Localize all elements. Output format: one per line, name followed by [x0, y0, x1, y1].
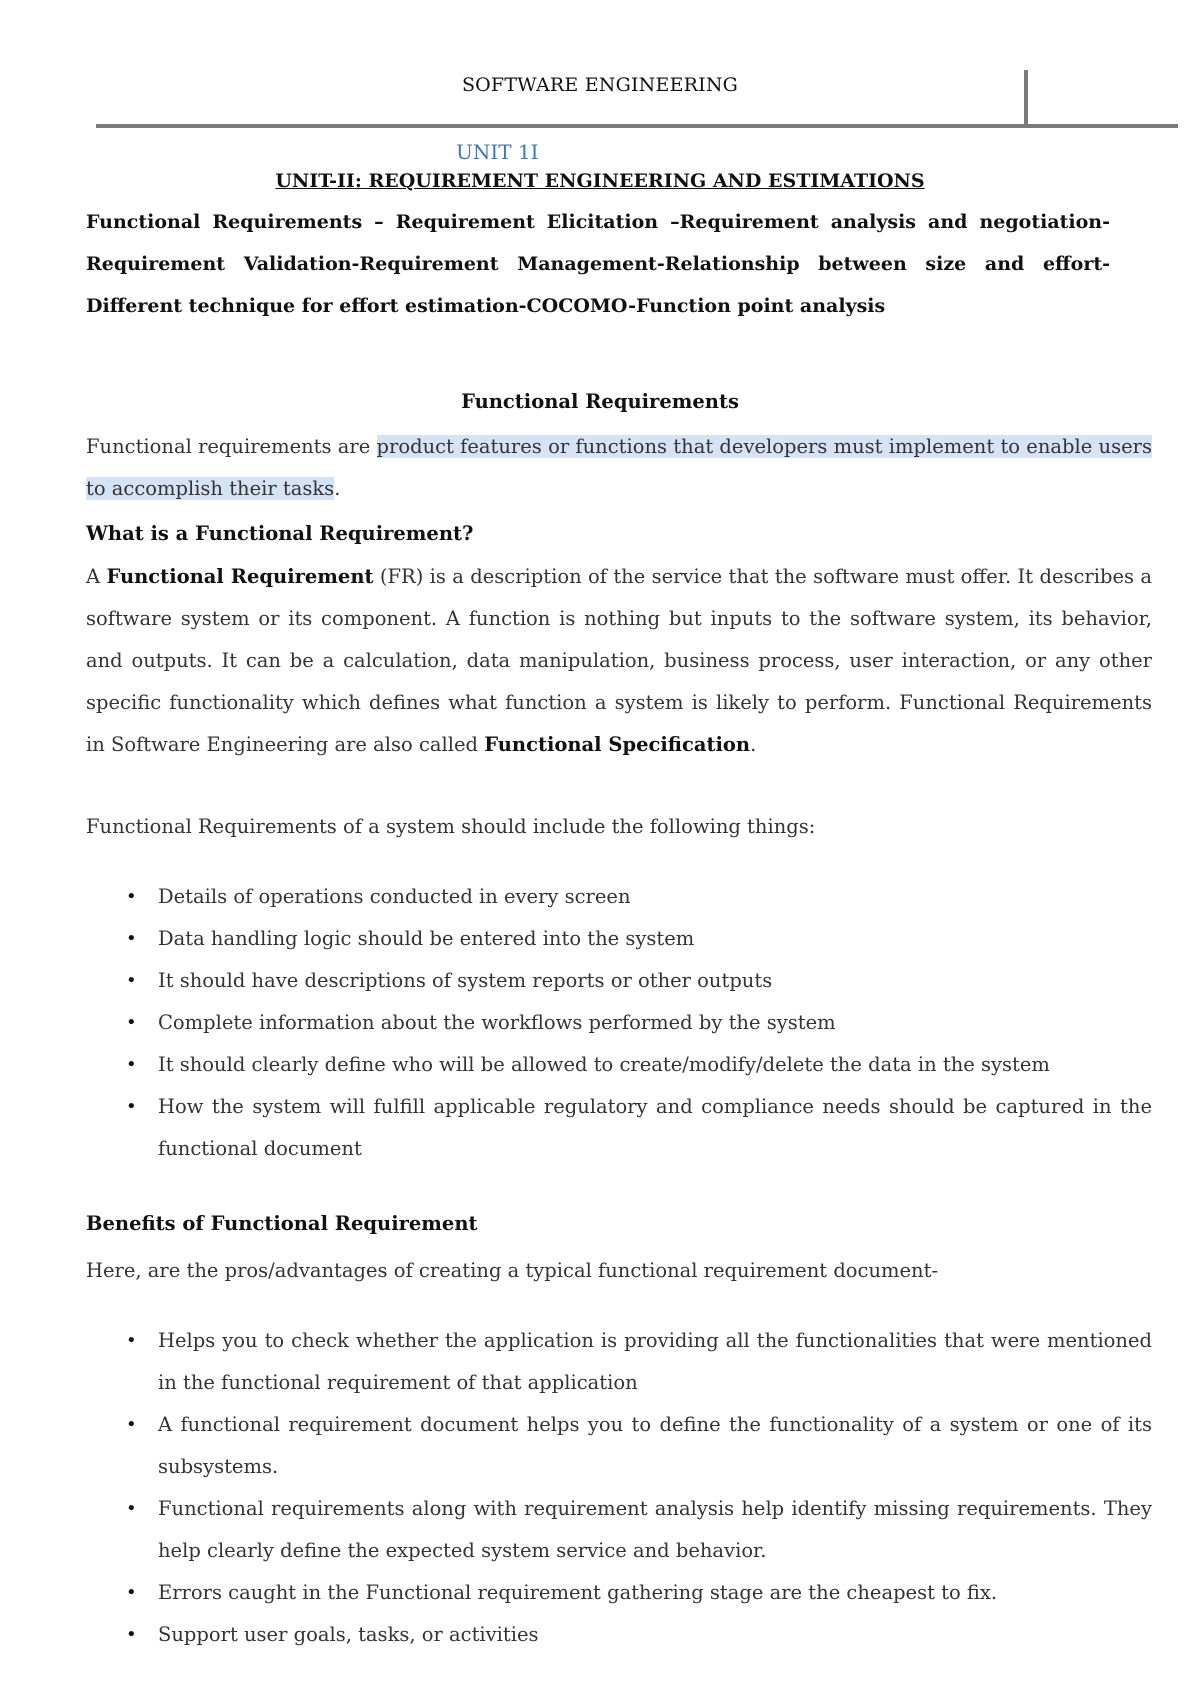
unit-heading: UNIT-II: REQUIREMENT ENGINEERING AND ESTIMATIONS [275, 170, 925, 192]
header-horizontal-rule [96, 124, 1178, 128]
bullet-icon: • [126, 1582, 137, 1603]
intro-end: . [334, 477, 341, 500]
bullet-icon: • [126, 1414, 137, 1435]
definition-term-2: Functional Specification [484, 733, 751, 756]
bullet-icon: • [126, 1054, 137, 1075]
topics-summary: Functional Requirements – Requirement Elicitation –Requirement analysis and negotiation- Requirement Validation-Requirement Management-Relationship between size and effort- Different technique for effort estimation-COCOMO-Function point analysis [86, 211, 1110, 317]
definition-term: Functional Requirement [106, 565, 374, 588]
list-item [86, 1614, 1152, 1656]
bullet-icon: • [126, 886, 137, 907]
list-item-text: It should clearly define who will be allowed to create/modify/delete the data in the system [158, 1053, 1050, 1076]
list-item-text: Details of operations conducted in every screen [158, 885, 631, 908]
list-item [86, 1572, 1152, 1614]
include-list [86, 876, 1152, 1170]
list-item-text: Helps you to check whether the application is providing all the functionalities that were mentioned in the functional requirement of that application [158, 1329, 1152, 1394]
list-item [86, 918, 1152, 960]
list-item [86, 1002, 1152, 1044]
bullet-icon: • [126, 1624, 137, 1645]
list-item-text: Errors caught in the Functional requirement gathering stage are the cheapest to fix. [158, 1581, 998, 1604]
intro-highlight: product features or functions that developers must implement to enable users to accomplish their tasks [86, 435, 1152, 500]
bullet-icon: • [126, 1330, 137, 1351]
benefits-intro: Here, are the pros/advantages of creating a typical functional requirement document- [86, 1259, 939, 1282]
list-item [86, 1086, 1152, 1170]
list-item [86, 960, 1152, 1002]
benefits-heading: Benefits of Functional Requirement [86, 1212, 478, 1235]
intro-paragraph [86, 426, 1152, 510]
list-item-text: A functional requirement document helps you to define the functionality of a system or one of its subsystems. [158, 1413, 1152, 1478]
header-vertical-rule [1024, 70, 1028, 126]
bullet-icon: • [126, 928, 137, 949]
list-item [86, 1404, 1152, 1488]
list-item [86, 1044, 1152, 1086]
definition-paragraph [86, 556, 1152, 766]
running-header-title: SOFTWARE ENGINEERING [461, 74, 739, 96]
list-item-text: It should have descriptions of system reports or other outputs [158, 969, 773, 992]
list-item-text: Functional requirements along with requirement analysis help identify missing requirements. They help clearly define the expected system service and behavior. [158, 1497, 1152, 1562]
list-item [86, 876, 1152, 918]
bullet-icon: • [126, 970, 137, 991]
bullet-icon: • [126, 1012, 137, 1033]
benefits-list [86, 1320, 1152, 1656]
list-item-text: How the system will fulfill applicable regulatory and compliance needs should be captured in the functional document [158, 1095, 1152, 1160]
bullet-icon: • [126, 1096, 137, 1117]
what-is-heading: What is a Functional Requirement? [86, 522, 474, 545]
list-item [86, 1488, 1152, 1572]
list-item-text: Data handling logic should be entered into the system [158, 927, 695, 950]
definition-lead: A [86, 565, 107, 588]
unit-tag: UNIT 1I [456, 140, 539, 164]
list-item-text: Support user goals, tasks, or activities [158, 1623, 539, 1646]
section-title: Functional Requirements [461, 390, 739, 413]
definition-end: . [750, 733, 757, 756]
definition-body: (FR) is a description of the service that the software must offer. It describes a software system or its component. A function is nothing but inputs to the software system, its behavior, and outputs. It can be a calculation, data manipulation, business process, user interaction, or any other specific functionality which defines what function a system is likely to perform. Functional Requirements in Software Engineering are also called [86, 565, 1152, 756]
bullet-icon: • [126, 1498, 137, 1519]
intro-plain: Functional requirements are [86, 435, 377, 458]
include-intro: Functional Requirements of a system should include the following things: [86, 815, 816, 838]
list-item-text: Complete information about the workflows performed by the system [158, 1011, 836, 1034]
list-item [86, 1320, 1152, 1404]
